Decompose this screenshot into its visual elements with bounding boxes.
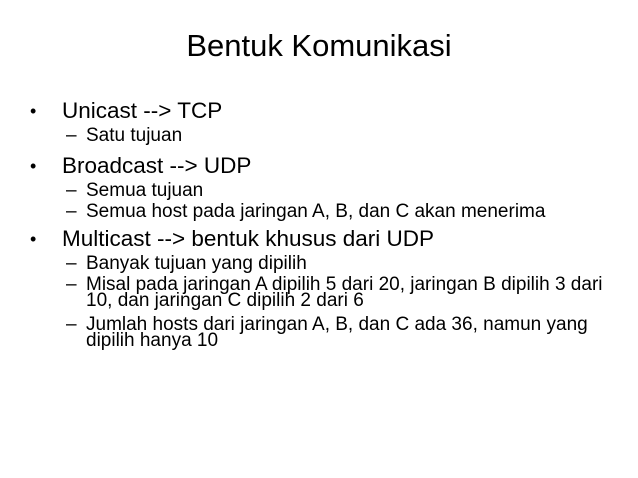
bullet-text: Broadcast --> UDP bbox=[62, 152, 252, 178]
sub-bullet-item bbox=[24, 313, 611, 350]
sub-bullet-text: Banyak tujuan yang dipilih bbox=[86, 252, 307, 274]
sub-bullet-text: Jumlah hosts dari jaringan A, B, dan C ada 36, namun yang dipilih hanya 10 bbox=[86, 314, 588, 351]
sub-bullet-item bbox=[24, 124, 624, 146]
dash-icon: – bbox=[66, 125, 77, 146]
bullet-item-multicast bbox=[24, 226, 624, 252]
sub-bullet-text: Misal pada jaringan A dipilih 5 dari 20, jaringan B dipilih 3 dari 10, dan jaringan C dipilih 2 dari 6 bbox=[86, 274, 603, 311]
dash-icon: – bbox=[66, 314, 77, 335]
bullet-text: Multicast --> bentuk khusus dari UDP bbox=[62, 225, 435, 251]
sub-bullet-item bbox=[24, 273, 606, 310]
slide-content bbox=[24, 98, 624, 350]
bullet-text: Unicast --> TCP bbox=[62, 98, 223, 123]
dash-icon: – bbox=[66, 274, 77, 295]
bullet-icon: • bbox=[30, 155, 37, 176]
dash-icon: – bbox=[66, 201, 77, 222]
bullet-icon: • bbox=[30, 228, 37, 249]
sub-bullet-text: Satu tujuan bbox=[86, 125, 183, 146]
sub-bullet-item bbox=[24, 252, 624, 274]
dash-icon: – bbox=[66, 179, 77, 201]
slide-title: Bentuk Komunikasi bbox=[186, 28, 452, 63]
sub-bullet-item bbox=[24, 179, 624, 201]
bullet-item-broadcast bbox=[24, 153, 624, 179]
dash-icon: – bbox=[66, 252, 77, 274]
sub-bullet-text: Semua tujuan bbox=[86, 179, 204, 201]
sub-bullet-text: Semua host pada jaringan A, B, dan C akan menerima bbox=[86, 201, 546, 222]
bullet-item-unicast bbox=[24, 98, 624, 124]
sub-bullet-item bbox=[24, 200, 556, 222]
bullet-icon: • bbox=[30, 101, 37, 121]
